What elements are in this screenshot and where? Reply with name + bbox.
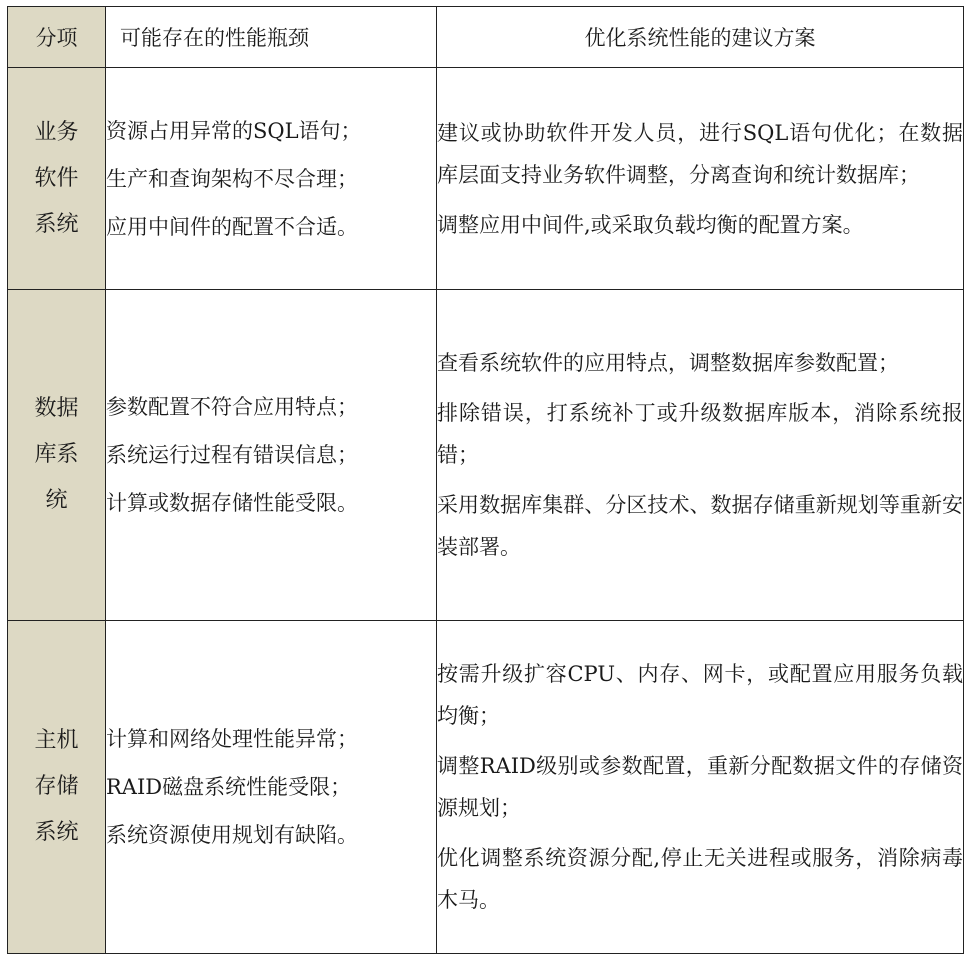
table-row [8,621,964,954]
category-line: 统 [45,488,68,513]
suggestion-cell [437,68,964,290]
suggestion-item: 调整应用中间件,或采取负载均衡的配置方案。 [437,212,864,237]
bottleneck-item: RAID磁盘系统性能受限； [106,775,352,799]
suggestion-item: 排除错误，打系统补丁或升级数据库版本，消除系统报错； [437,401,963,467]
suggestion-item: 按需升级扩容CPU、内存、网卡，或配置应用服务负载均衡； [437,662,963,728]
suggestion-item: 查看系统软件的应用特点，调整数据库参数配置； [437,351,899,375]
bottleneck-item: 生产和查询架构不尽合理； [106,166,358,191]
bottleneck-item: 资源占用异常的SQL语句； [106,118,362,143]
category-line: 主机 [34,728,79,753]
bottleneck-cell [106,621,437,954]
category-line: 存储 [34,774,79,799]
category-cell [8,68,106,290]
category-line: 系统 [34,820,79,845]
category-line: 业务 [34,119,79,145]
bottleneck-item: 计算和网络处理性能异常； [106,727,358,751]
category-line: 软件 [34,165,79,191]
bottleneck-cell [106,290,437,621]
category-cell [8,290,106,621]
bottleneck-item: 系统运行过程有错误信息； [106,443,358,467]
bottleneck-cell [106,68,437,290]
bottleneck-item: 应用中间件的配置不合适。 [106,214,358,239]
suggestion-item: 调整RAID级别或参数配置，重新分配数据文件的存储资源规划； [437,754,963,820]
bottleneck-item: 参数配置不符合应用特点； [106,395,358,419]
category-line: 系统 [34,211,79,237]
suggestion-item: 建议或协助软件开发人员，进行SQL语句优化；在数据库层面支持业务软件调整，分离查询和统计数据库； [437,120,963,187]
category-cell [8,621,106,954]
table-row [8,290,964,621]
suggestion-item: 优化调整系统资源分配,停止无关进程或服务，消除病毒木马。 [437,846,963,912]
header-category: 分项 [8,7,106,68]
performance-table [7,6,964,954]
table-row [8,68,964,290]
suggestion-cell [437,290,964,621]
category-line: 数据 [34,396,79,421]
bottleneck-item: 计算或数据存储性能受限。 [106,491,358,515]
bottleneck-item: 系统资源使用规划有缺陷。 [106,823,358,847]
header-bottleneck: 可能存在的性能瓶颈 [106,7,437,68]
suggestion-item: 采用数据库集群、分区技术、数据存储重新规划等重新安装部署。 [437,493,963,559]
header-suggestion: 优化系统性能的建议方案 [437,7,964,68]
category-line: 库系 [34,442,79,467]
table-header-row [8,7,964,68]
suggestion-cell [437,621,964,954]
